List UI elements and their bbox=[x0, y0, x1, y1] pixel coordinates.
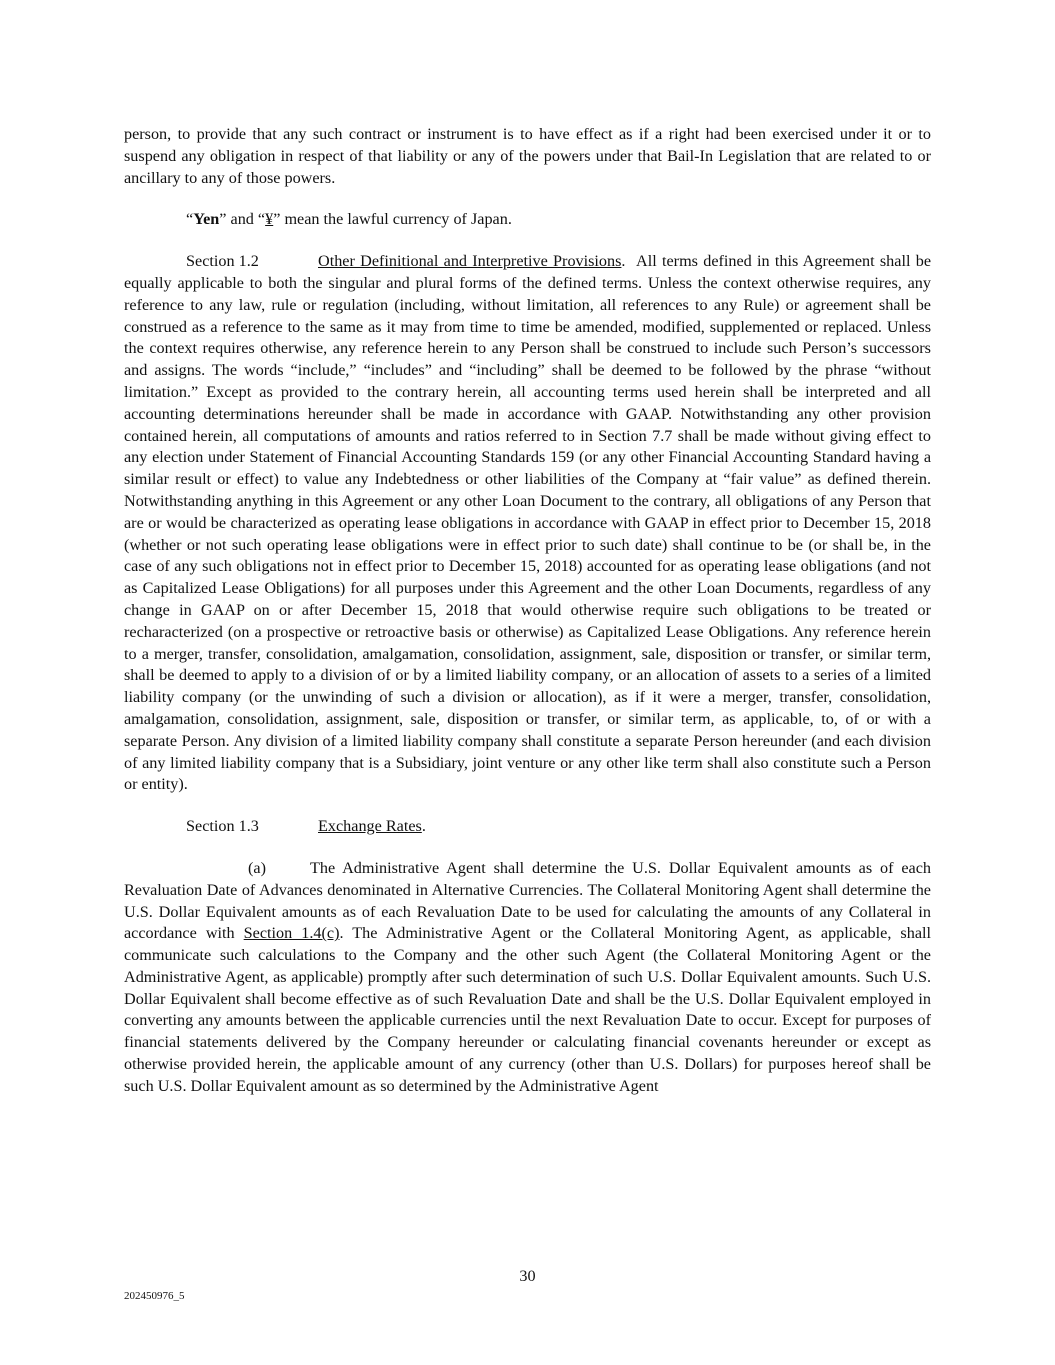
yen-definition bbox=[124, 209, 931, 231]
continuation-paragraph: person, to provide that any such contract or instrument is to have effect as if a right had been exercised under it or to suspend any obligation in respect of that liability or any of the powers under that Bail-In Legislation that are related to or ancillary to any of those powers. bbox=[124, 125, 931, 187]
section-1-2-number: Section 1.2 bbox=[186, 252, 259, 271]
page-number: 30 bbox=[519, 1267, 536, 1285]
document-page bbox=[124, 124, 931, 1098]
paragraph-a bbox=[124, 858, 931, 1098]
paragraph-a-text-1: The Administrative Agent shall determine the U.S. Dollar Equivalent amounts as of each Revaluation Date of Advances denominated in Alternative Currencies. The Collateral Monitoring Agent shall determine the U.S. Dollar Equivalent amounts as of each Revaluation Date to be used for calculating the amounts of any Collateral in accordance with bbox=[124, 858, 931, 943]
section-1-2-heading: Other Definitional and Interpretive Provisions bbox=[318, 252, 622, 271]
yen-open-quote: “ bbox=[186, 210, 194, 229]
yen-term: Yen bbox=[193, 210, 220, 229]
section-1-4c-reference: Section 1.4(c) bbox=[243, 924, 340, 943]
yen-mid: ” and “ bbox=[219, 210, 266, 229]
section-1-3-heading-line bbox=[124, 816, 931, 838]
paragraph-a-label: (a) bbox=[248, 858, 266, 877]
section-1-2-body: All terms defined in this Agreement shall be equally applicable to both the singular and plural forms of the defined terms. Unless the context otherwise requires, any reference to any law, rule or regulation (including, without limitation, all references to any Rule) or agreement shall be construed as a reference to the same as it may from time to time be amended, modified, supplemented or replaced. Unless the context requires otherwise, any reference herein to any Person shall be construed to include such Person’s successors and assigns. The words “include,” “includes” and “including” shall be deemed to be followed by the phrase “without limitation.” Except as provided to the contrary herein, all accounting terms used herein shall be interpreted and all accounting determinations hereunder shall be made in accordance with GAAP. Notwithstanding any other provision contained herein, all computations of amounts and ratios referred to in Section 7.7 shall be made without giving effect to any election under Statement of Financial Accounting Standards 159 (or any other Financial Accounting Standard having a similar result or effect) to value any Indebtedness or other liabilities of the Company at “fair value” as defined therein. Notwithstanding anything in this Agreement or any other Loan Document to the contrary, all obligations of any Person that are or would be characterized as operating lease obligations in accordance with GAAP in effect prior to December 15, 2018 (whether or not such operating lease obligations were in effect prior to such date) shall continue to be (or shall be, in the case of any such obligations not in effect prior to December 15, 2018) accounted for as operating lease obligations (and not as Capitalized Lease Obligations) for all purposes under this Agreement and the other Loan Documents, regardless of any change in GAAP on or after December 15, 2018 that would otherwise require such obligations to be treated or recharacterized (on a prospective or retroactive basis or otherwise) as Capitalized Lease Obligations. Any reference herein to a merger, transfer, consolidation, amalgamation, consolidation, assignment, sale, disposition or transfer, or similar term, shall be deemed to apply to a division of or by a limited liability company, or an allocation of assets to a series of a limited liability company (or the unwinding of such a division or allocation), as if it were a merger, transfer, consolidation, amalgamation, consolidation, assignment, sale, disposition or transfer, or similar term, as applicable, to, of or with a separate Person. Any division of a limited liability company shall constitute a separate Person hereunder (and each division of any limited liability company that is a Subsidiary, joint venture or any other like term shall also constitute such a Person or entity). bbox=[124, 252, 932, 794]
yen-rest: ” mean the lawful currency of Japan. bbox=[273, 210, 512, 229]
section-1-3-number: Section 1.3 bbox=[186, 817, 259, 836]
section-1-3-heading-end: . bbox=[421, 817, 426, 836]
yen-symbol: ¥ bbox=[265, 210, 274, 229]
document-id: 202450976_5 bbox=[124, 1290, 185, 1302]
section-1-3-heading: Exchange Rates bbox=[318, 817, 422, 836]
section-1-2-heading-end: . bbox=[621, 252, 626, 271]
section-1-2-paragraph bbox=[124, 251, 931, 796]
paragraph-a-text-2: . The Administrative Agent or the Collateral Monitoring Agent, as applicable, shall communicate such calculations to the Company and the other such Agent (the Collateral Monitoring Agent or the Administrative Agent, as applicable) promptly after such determination of such U.S. Dollar Equivalent amounts. Such U.S. Dollar Equivalent shall become effective as of such Revaluation Date and shall be the U.S. Dollar Equivalent employed in converting any amounts between the applicable currencies until the next Revaluation Date to occur. Except for purposes of financial statements delivered by the Company hereunder or calculating financial covenants hereunder or except as otherwise provided herein, the applicable amount of any currency (other than U.S. Dollars) for purposes hereof shall be such U.S. Dollar Equivalent amount as so determined by the Administrative Agent bbox=[124, 924, 931, 1095]
